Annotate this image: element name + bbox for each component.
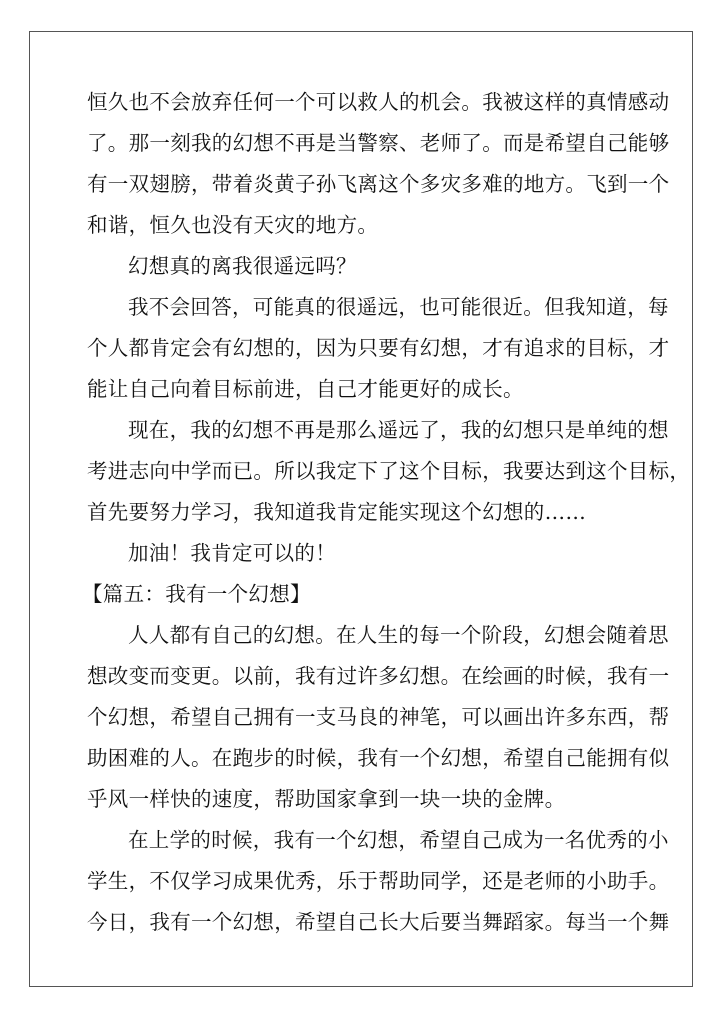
paragraph-first-line: 在上学的时候，我有一个幻想，希望自己成为一名优秀的小 xyxy=(128,828,669,852)
text-line: 想改变而变更。以前，我有过许多幻想。在绘画的时候，我有一 xyxy=(87,664,670,688)
text-line: 了。那一刻我的幻想不再是当警察、老师了。而是希望自己能够 xyxy=(87,131,670,155)
text-line: 个幻想，希望自己拥有一支马良的神笔，可以画出许多东西，帮 xyxy=(87,705,670,729)
paragraph-first-line: 现在，我的幻想不再是那么遥远了，我的幻想只是单纯的想 xyxy=(128,418,669,442)
text-line: 考进志向中学而已。所以我定下了这个目标，我要达到这个目标， xyxy=(87,459,691,483)
paragraph-first-line: 幻想真的离我很遥远吗？ xyxy=(128,254,357,278)
text-line: 能让自己向着目标前进，自己才能更好的成长。 xyxy=(87,377,524,401)
text-line: 有一双翅膀，带着炎黄子孙飞离这个多灾多难的地方。飞到一个 xyxy=(87,172,670,196)
text-line: 首先要努力学习，我知道我肯定能实现这个幻想的…… xyxy=(87,500,587,524)
paragraph-first-line: 加油！我肯定可以的！ xyxy=(128,541,336,565)
text-line: 和谐，恒久也没有天灾的地方。 xyxy=(87,213,379,237)
paragraph-first-line: 人人都有自己的幻想。在人生的每一个阶段，幻想会随着思 xyxy=(128,623,669,647)
text-line: 个人都肯定会有幻想的，因为只要有幻想，才有追求的目标，才 xyxy=(87,336,670,360)
text-line: 恒久也不会放弃任何一个可以救人的机会。我被这样的真情感动 xyxy=(87,90,670,114)
text-line: 乎风一样快的速度，帮助国家拿到一块一块的金牌。 xyxy=(87,787,566,811)
text-line: 今日，我有一个幻想，希望自己长大后要当舞蹈家。每当一个舞 xyxy=(87,910,670,934)
paragraph-first-line: 我不会回答，可能真的很遥远，也可能很近。但我知道，每 xyxy=(128,295,669,319)
text-line: 助困难的人。在跑步的时候，我有一个幻想，希望自己能拥有似 xyxy=(87,746,670,770)
section-heading: 【篇五：我有一个幻想】 xyxy=(82,582,311,606)
text-line: 学生，不仅学习成果优秀，乐于帮助同学，还是老师的小助手。 xyxy=(87,869,670,893)
